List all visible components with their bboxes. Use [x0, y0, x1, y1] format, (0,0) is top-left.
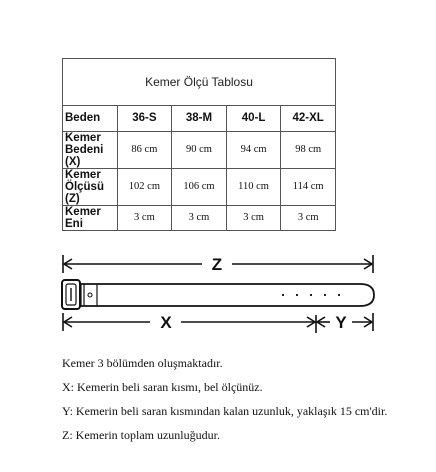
table-cell: 114 cm	[281, 168, 336, 205]
x-label: X	[160, 313, 172, 332]
belt-notes	[62, 351, 432, 447]
xy-dimension-lines	[63, 313, 373, 333]
belt-body	[62, 280, 374, 309]
table-cell: 3 cm	[281, 205, 336, 231]
header-36-s: 36-S	[117, 106, 172, 132]
table-cell: 102 cm	[117, 168, 172, 205]
row-label-kemer-bedeni: Kemer Bedeni (X)	[63, 131, 118, 168]
y-label: Y	[335, 313, 347, 332]
table-cell: 110 cm	[226, 168, 281, 205]
note-line: Z: Kemerin toplam uzunluğudur.	[62, 428, 220, 442]
table-cell: 86 cm	[117, 131, 172, 168]
header-40-l: 40-L	[226, 106, 281, 132]
note-line: Y: Kemerin beli saran kısmından kalan uzunluk, yaklaşık 15 cm'dir.	[62, 404, 388, 418]
table-title: Kemer Ölçü Tablosu	[63, 59, 336, 106]
belt-holes	[282, 294, 340, 296]
table-cell: 3 cm	[226, 205, 281, 231]
row-label-kemer-eni: Kemer Eni	[63, 205, 118, 231]
header-beden: Beden	[63, 106, 118, 132]
table-cell: 3 cm	[172, 205, 227, 231]
row-label-kemer-olcusu: Kemer Ölçüsü (Z)	[63, 168, 118, 205]
header-38-m: 38-M	[172, 106, 227, 132]
note-line: X: Kemerin beli saran kısmı, bel ölçünüz.	[62, 380, 263, 394]
z-label: Z	[211, 255, 223, 274]
header-42-xl: 42-XL	[281, 106, 336, 132]
table-cell: 106 cm	[172, 168, 227, 205]
table-cell: 90 cm	[172, 131, 227, 168]
table-cell: 94 cm	[226, 131, 281, 168]
table-cell: 98 cm	[281, 131, 336, 168]
table-cell: 3 cm	[117, 205, 172, 231]
note-line: Kemer 3 bölümden oluşmaktadır.	[62, 356, 223, 370]
